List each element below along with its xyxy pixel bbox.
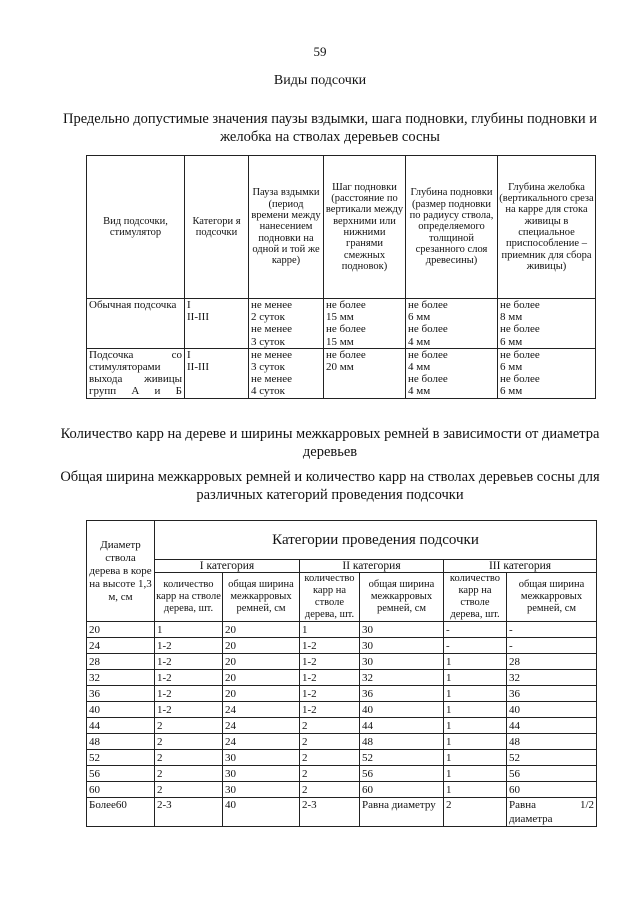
cell-diameter: 36: [87, 686, 155, 702]
cell-value: 24: [223, 702, 300, 718]
cell-value: 1-2: [155, 654, 223, 670]
header-width: общая ширина межкарровых ремней, см: [360, 573, 444, 622]
cell-value: 2: [300, 750, 360, 766]
header-depth: Глубина подновки (размер подновки по радиусу ствола, определяемого толщиной срезанного слоя древесины): [406, 156, 498, 299]
table-header-row: [87, 156, 596, 299]
tapping-limits-table: [86, 155, 596, 399]
cell-category: I II-III: [185, 299, 249, 349]
cell-value: 20: [223, 670, 300, 686]
cell-value: 30: [223, 782, 300, 798]
table-row: [87, 798, 597, 827]
cell-value: -: [507, 638, 597, 654]
cell-value: 36: [360, 686, 444, 702]
cell-diameter: 40: [87, 702, 155, 718]
cell-value: 40: [507, 702, 597, 718]
cell-value: 30: [223, 766, 300, 782]
cell-value: 2: [300, 718, 360, 734]
cell-value: 1-2: [300, 654, 360, 670]
table-header-row: [87, 521, 597, 560]
cell-value: 40: [360, 702, 444, 718]
cell-value: 60: [360, 782, 444, 798]
cell-value: 20: [223, 638, 300, 654]
cell-value: 2: [155, 734, 223, 750]
table-row: [87, 299, 596, 349]
table-row: [87, 670, 597, 686]
cell-step: не более 15 мм не более 15 мм: [324, 299, 406, 349]
table-body: [87, 622, 597, 798]
cell-value: 32: [360, 670, 444, 686]
cell-value: 1-2: [300, 670, 360, 686]
cell-groove: не более 6 мм не более 6 мм: [498, 348, 596, 398]
table2-caption: Общая ширина межкарровых ремней и количество карр на стволах деревьев сосны для различных категорий проведения подсочки: [60, 469, 600, 503]
cell-category: I II-III: [185, 348, 249, 398]
cell-value: 24: [223, 718, 300, 734]
cell-value: 60: [507, 782, 597, 798]
header-tapping-type: Вид подсочки, стимулятор: [87, 156, 185, 299]
cell-value: -: [444, 638, 507, 654]
cell-value: 1: [444, 718, 507, 734]
cell-diameter: 32: [87, 670, 155, 686]
cell-diameter: 48: [87, 734, 155, 750]
cell-value: 1: [444, 702, 507, 718]
cell-value: 44: [360, 718, 444, 734]
section-heading: Количество карр на дереве и ширины межкарровых ремней в зависимости от диаметра деревьев: [60, 426, 600, 460]
table-row: [87, 766, 597, 782]
header-diameter: Диаметр ствола дерева в коре на высоте 1,3 м, см: [87, 521, 155, 622]
cell-value: 56: [507, 766, 597, 782]
header-step: Шаг подновки (расстояние по вертикали между верхними или нижними гранями смежных подновок): [324, 156, 406, 299]
cell-text: диаметра: [509, 813, 553, 825]
cell-value: 2: [155, 750, 223, 766]
cell-value: 1-2: [300, 638, 360, 654]
header-pause: Пауза вздымки (период времени между нанесением подновки на одной и той же карре): [249, 156, 324, 299]
cell-diameter: 56: [87, 766, 155, 782]
cell-value: 1: [444, 782, 507, 798]
cell-value: 1: [444, 766, 507, 782]
cell-diameter: 28: [87, 654, 155, 670]
cell-value: 48: [507, 734, 597, 750]
page-title: Виды подсочки: [273, 73, 367, 88]
cell-diameter: 60: [87, 782, 155, 798]
cell-value: 56: [360, 766, 444, 782]
cell-value: 40: [223, 798, 300, 827]
cell-diameter: Более60: [87, 798, 155, 827]
cell-value: 1: [444, 654, 507, 670]
header-categories: Категории проведения подсочки: [155, 521, 597, 560]
cell-value: 1-2: [300, 702, 360, 718]
cell-value: 2-3: [300, 798, 360, 827]
page-number: 59: [313, 44, 327, 59]
cell-text: 1/2: [579, 799, 595, 811]
table-row: [87, 782, 597, 798]
cell-groove: не более 8 мм не более 6 мм: [498, 299, 596, 349]
cell-value: 1: [444, 750, 507, 766]
cell-value: 2-3: [155, 798, 223, 827]
cell-value: 52: [507, 750, 597, 766]
cell-value: 1-2: [300, 686, 360, 702]
cell-value: 20: [223, 686, 300, 702]
cell-value: Равна диаметру: [360, 798, 444, 827]
cell-value: 20: [223, 622, 300, 638]
cell-value: 1-2: [155, 638, 223, 654]
table-row: [87, 718, 597, 734]
cell-value: 1-2: [155, 702, 223, 718]
cell-value: 30: [360, 622, 444, 638]
cell-value: 36: [507, 686, 597, 702]
header-width: общая ширина межкарровых ремней, см: [223, 573, 300, 622]
cell-pause: не менее 2 суток не менее 3 суток: [249, 299, 324, 349]
cell-value: 32: [507, 670, 597, 686]
cell-value: 28: [507, 654, 597, 670]
cell-value: 2: [155, 782, 223, 798]
header-category-2: II категория: [300, 560, 444, 573]
cell-value: 44: [507, 718, 597, 734]
table-row: [87, 348, 596, 398]
cell-diameter: 20: [87, 622, 155, 638]
cell-depth: не более 6 мм не более 4 мм: [406, 299, 498, 349]
table-row: [87, 686, 597, 702]
cell-diameter: 52: [87, 750, 155, 766]
cell-value: 1: [444, 670, 507, 686]
cell-value: 2: [155, 766, 223, 782]
table-row: [87, 734, 597, 750]
cell-value: 24: [223, 734, 300, 750]
cell-diameter: 44: [87, 718, 155, 734]
cell-value: [507, 798, 597, 827]
cell-step: не более 20 мм: [324, 348, 406, 398]
cell-value: 1: [444, 686, 507, 702]
header-count: количество карр на стволе дерева, шт.: [444, 573, 507, 622]
cell-value: 30: [360, 638, 444, 654]
header-count: количество карр на стволе дерева, шт.: [300, 573, 360, 622]
header-category-3: III категория: [444, 560, 597, 573]
cell-text: Равна: [509, 799, 536, 811]
cell-pause: не менее 3 суток не менее 4 суток: [249, 348, 324, 398]
cell-value: 30: [223, 750, 300, 766]
header-category-1: I категория: [155, 560, 300, 573]
cell-value: 48: [360, 734, 444, 750]
cell-diameter: 24: [87, 638, 155, 654]
table-row: [87, 622, 597, 638]
table-row: [87, 638, 597, 654]
cell-value: 52: [360, 750, 444, 766]
cell-value: 20: [223, 654, 300, 670]
cell-value: -: [444, 622, 507, 638]
cell-value: 2: [155, 718, 223, 734]
header-category: Категори я подсочки: [185, 156, 249, 299]
table-header-row: [87, 560, 597, 573]
cell-value: 1: [444, 734, 507, 750]
header-width: общая ширина межкарровых ремней, см: [507, 573, 597, 622]
cell-value: 1-2: [155, 670, 223, 686]
table1-caption: Предельно допустимые значения паузы вздымки, шага подновки, глубины подновки и желобка на стволах деревьев сосны: [62, 111, 598, 145]
cell-value: 2: [300, 734, 360, 750]
cell-value: 2: [300, 766, 360, 782]
table-header-row: [87, 573, 597, 622]
cell-depth: не более 4 мм не более 4 мм: [406, 348, 498, 398]
cell-type: Подсочка со стимуляторами выхода живицы групп А и Б: [87, 348, 185, 398]
cell-value: -: [507, 622, 597, 638]
cell-value: 1-2: [155, 686, 223, 702]
cell-value: 1: [155, 622, 223, 638]
tapping-categories-table: [86, 520, 597, 827]
table-row: [87, 750, 597, 766]
cell-value: 30: [360, 654, 444, 670]
cell-value: 2: [444, 798, 507, 827]
header-count: количество карр на стволе дерева, шт.: [155, 573, 223, 622]
cell-value: 1: [300, 622, 360, 638]
table-row: [87, 654, 597, 670]
header-groove: Глубина желобка (вертикального среза на карре для стока живицы в специальное приспособление –приемник для сбора живицы): [498, 156, 596, 299]
cell-type: Обычная подсочка: [87, 299, 185, 349]
cell-value: 2: [300, 782, 360, 798]
table-row: [87, 702, 597, 718]
